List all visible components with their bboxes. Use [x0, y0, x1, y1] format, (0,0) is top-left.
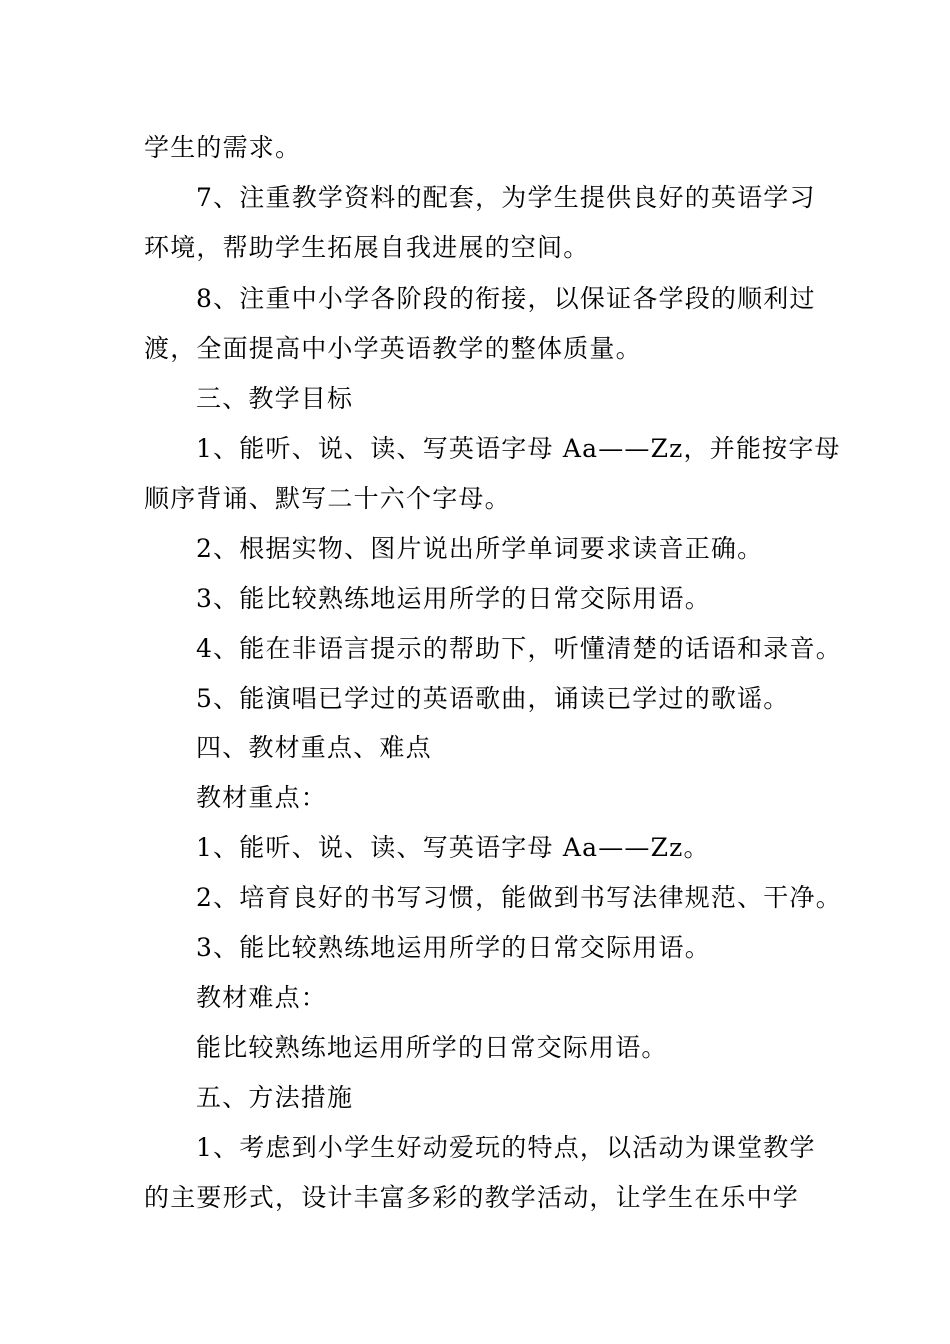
- text-line: 顺序背诵、默写二十六个字母。: [144, 484, 511, 513]
- text-line: 8、注重中小学各阶段的衔接，以保证各学段的顺利过: [196, 284, 816, 313]
- text-line: 7、注重教学资料的配套，为学生提供良好的英语学习: [196, 183, 816, 212]
- section-heading: 四、教材重点、难点: [196, 733, 432, 762]
- text-line: 1、能听、说、读、写英语字母 Aa——Zz，并能按字母: [196, 434, 841, 463]
- text-line: 1、能听、说、读、写英语字母 Aa——Zz。: [196, 833, 710, 862]
- text-line: 学生的需求。: [144, 133, 302, 162]
- section-heading: 三、教学目标: [196, 384, 354, 413]
- section-heading: 五、方法措施: [196, 1083, 354, 1112]
- subheading: 教材难点：: [196, 983, 328, 1012]
- text-line: 的主要形式，设计丰富多彩的教学活动，让学生在乐中学: [144, 1183, 800, 1212]
- text-line: 4、能在非语言提示的帮助下，听懂清楚的话语和录音。: [196, 634, 842, 663]
- text-line: 3、能比较熟练地运用所学的日常交际用语。: [196, 584, 711, 613]
- text-line: 能比较熟练地运用所学的日常交际用语。: [196, 1033, 668, 1062]
- text-line: 环境，帮助学生拓展自我进展的空间。: [144, 233, 590, 262]
- text-line: 1、考虑到小学生好动爱玩的特点，以活动为课堂教学: [196, 1133, 816, 1162]
- text-line: 3、能比较熟练地运用所学的日常交际用语。: [196, 933, 711, 962]
- text-line: 2、培育良好的书写习惯，能做到书写法律规范、干净。: [196, 883, 842, 912]
- text-line: 5、能演唱已学过的英语歌曲，诵读已学过的歌谣。: [196, 684, 790, 713]
- subheading: 教材重点：: [196, 783, 328, 812]
- text-line: 2、根据实物、图片说出所学单词要求读音正确。: [196, 534, 764, 563]
- text-line: 渡，全面提高中小学英语教学的整体质量。: [144, 334, 642, 363]
